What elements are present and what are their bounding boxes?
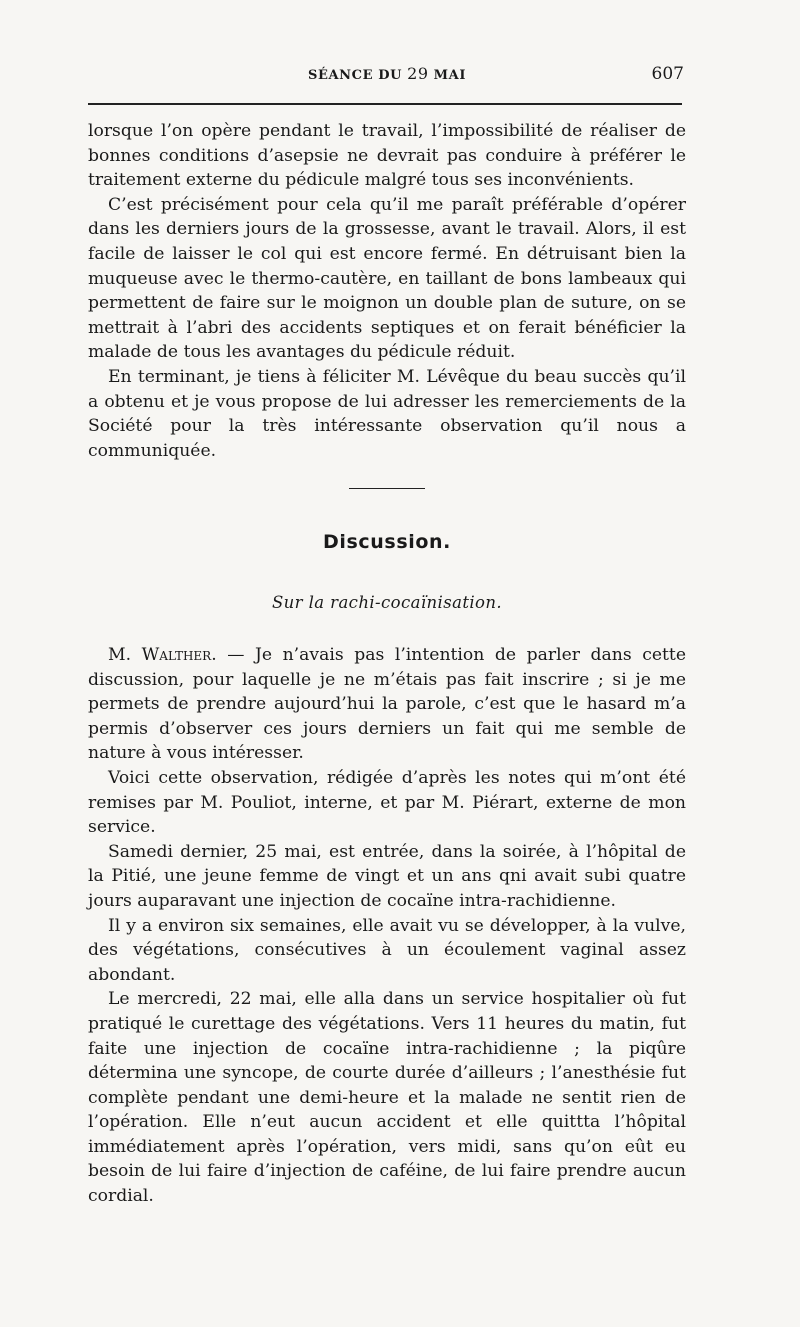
body-block-1	[88, 119, 686, 463]
paragraph: C’est précisément pour cela qu’il me paraît préférable d’opérer dans les derniers jours de la grossesse, avant le travail. Alors, il est facile de laisser le col qui est encore fermé. En détruisant bien la muqueuse avec le thermo-cautère, en taillant de bons lambeaux qui permettent de faire sur le moignon un double plan de suture, on se mettrait à l’abri des accidents septiques et on ferait bénéficier la malade de tous les avantages du pédicule réduit.	[88, 194, 686, 363]
header-title-prefix: SÉANCE DU	[307, 68, 408, 83]
section-subtitle: Sur la rachi-cocaïnisation.	[271, 593, 503, 612]
speaker-text: Je n’avais pas l’intention de parler dans cette discussion, pour laquelle je ne m’étais pas fait inscrire ; si je me permets de prendre aujourd’hui la parole, c’est que le hasard m’a permis d’observer ces jours derniers un fait qui me semble de nature à vous intéresser.	[88, 645, 687, 764]
body-block-2	[88, 643, 686, 1209]
header-title-day: 29	[407, 64, 429, 83]
speaker-paragraph	[88, 643, 686, 766]
speaker-prefix: M.	[108, 645, 142, 665]
paragraph: En terminant, je tiens à féliciter M. Lévêque du beau succès qu’il a obtenu et je vous propose de lui adresser les remerciements de la Société pour la très intéressante observation qu’il nous a communiquée.	[88, 366, 686, 461]
paragraph: Le mercredi, 22 mai, elle alla dans un service hospitalier où fut pratiqué le curettage des végétations. Vers 11 heures du matin, fut faite une injection de cocaïne intra-rachidienne ; la piqûre détermina une syncope, de courte durée d’ailleurs ; l’anesthésie fut complète pendant une demi-heure et la malade ne sentit rien de l’opération. Elle n’eut aucun accident et elle quittta l’hôpital immédiatement après l’opération, vers midi, sans qu’on eût eu besoin de lui faire d’injection de caféine, de lui faire prendre aucun cordial.	[88, 989, 686, 1207]
header-title	[88, 64, 686, 83]
page-number: 607	[651, 64, 684, 84]
header-rule	[88, 103, 682, 105]
paragraph: Il y a environ six semaines, elle avait vu se développer, à la vulve, des végétations, consécutives à un écoulement vaginal assez abondant.	[88, 915, 686, 985]
paragraph: lorsque l’on opère pendant le travail, l’impossibilité de réaliser de bonnes conditions d’asepsie ne devrait pas conduire à préférer le traitement externe du pédicule malgré tous ses inconvénients.	[88, 121, 686, 191]
speaker-suffix: . —	[211, 645, 255, 665]
header-title-month: MAI	[428, 68, 467, 83]
paragraph: Samedi dernier, 25 mai, est entrée, dans la soirée, à l’hôpital de la Pitié, une jeune femme de vingt et un ans qni avait subi quatre jours auparavant une injection de cocaïne intra-rachidienne.	[88, 841, 686, 911]
speaker-name: Walther	[141, 645, 212, 665]
section-title: Discussion.	[323, 531, 451, 553]
paragraph: Voici cette observation, rédigée d’après les notes qui m’ont été remises par M. Pouliot, interne, et par M. Piérart, externe de mon service.	[88, 767, 686, 838]
running-header	[88, 62, 686, 88]
separator-rule	[349, 488, 425, 489]
